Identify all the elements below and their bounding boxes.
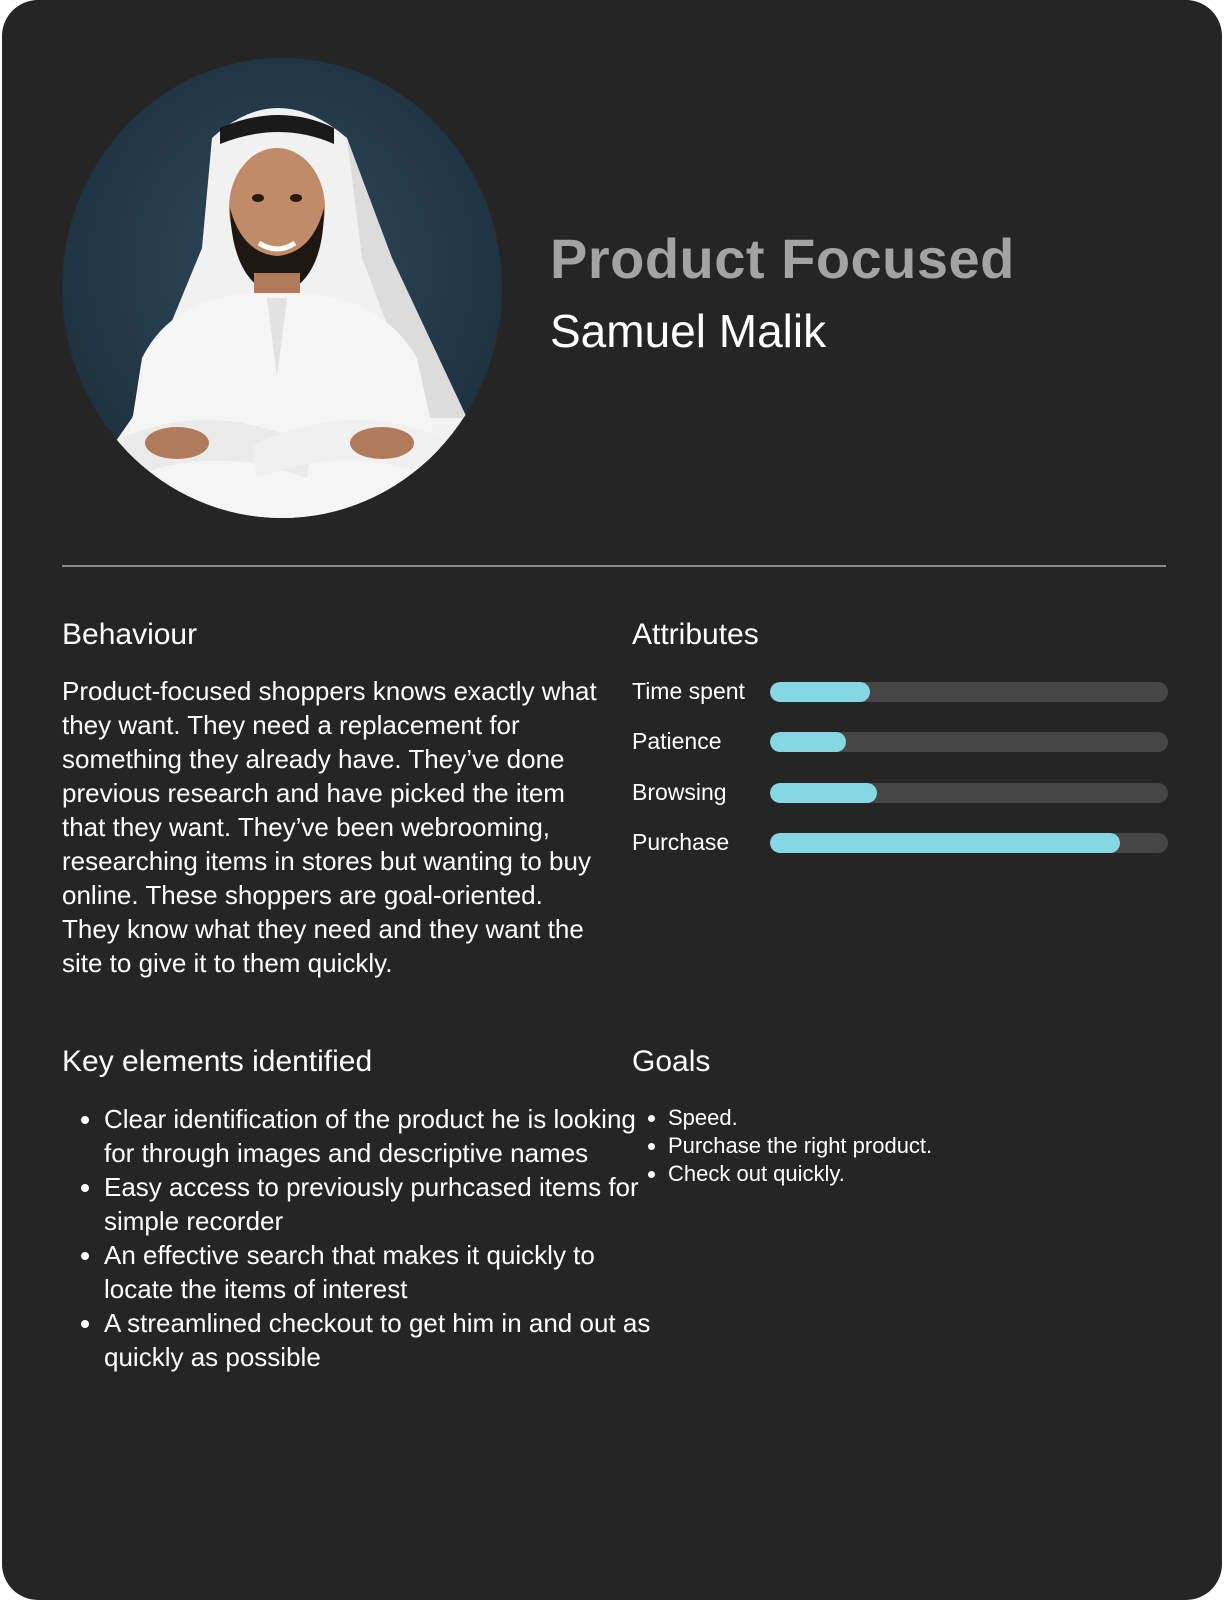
list-item: • Purchase the right product. (668, 1132, 1188, 1160)
attribute-bar-fill (770, 732, 846, 752)
behaviour-heading: Behaviour (62, 618, 198, 651)
persona-photo (62, 58, 502, 518)
attribute-label: Purchase (632, 829, 730, 855)
behaviour-text: Product-focused shoppers knows exactly what they want. They need a replacement for something they already have. They’ve done previous research and have picked the item that they want. They’ve been webrooming, researching items in stores but wanting to buy online. These shoppers are goal-oriented. They know what they need and they want the site to give it to them quickly. (62, 676, 597, 978)
key-elements-heading: Key elements identified (62, 1045, 373, 1078)
list-item: • Speed. (668, 1104, 1188, 1132)
persona-title: Product Focused (550, 227, 1015, 290)
key-elements-list (62, 1102, 664, 1374)
attribute-row (632, 773, 1172, 813)
attribute-bar-fill (770, 833, 1120, 853)
persona-name: Samuel Malik (550, 305, 827, 357)
attribute-label: Time spent (632, 678, 745, 704)
list-item: • Check out quickly. (668, 1160, 1188, 1188)
attribute-bar-track (770, 682, 1168, 702)
list-item: • A streamlined checkout to get him in and out as quickly as possible (104, 1306, 664, 1374)
goals-list (632, 1104, 1188, 1188)
goals-heading: Goals (632, 1045, 711, 1078)
attribute-row (632, 722, 1172, 762)
attribute-label: Patience (632, 728, 722, 754)
attributes-heading: Attributes (632, 618, 759, 651)
list-item: • An effective search that makes it quickly to locate the items of interest (104, 1238, 664, 1306)
attribute-bar-fill (770, 783, 877, 803)
attribute-bar-fill (770, 682, 870, 702)
attribute-bar-track (770, 833, 1168, 853)
list-item: • Clear identification of the product he is looking for through images and descriptive names (104, 1102, 664, 1170)
attribute-row (632, 823, 1172, 863)
persona-card (2, 0, 1222, 1600)
attribute-row (632, 672, 1172, 712)
attribute-bar-track (770, 783, 1168, 803)
attribute-bar-track (770, 732, 1168, 752)
attribute-label: Browsing (632, 779, 727, 805)
list-item: • Easy access to previously purhcased items for simple recorder (104, 1170, 664, 1238)
section-divider (62, 565, 1166, 567)
